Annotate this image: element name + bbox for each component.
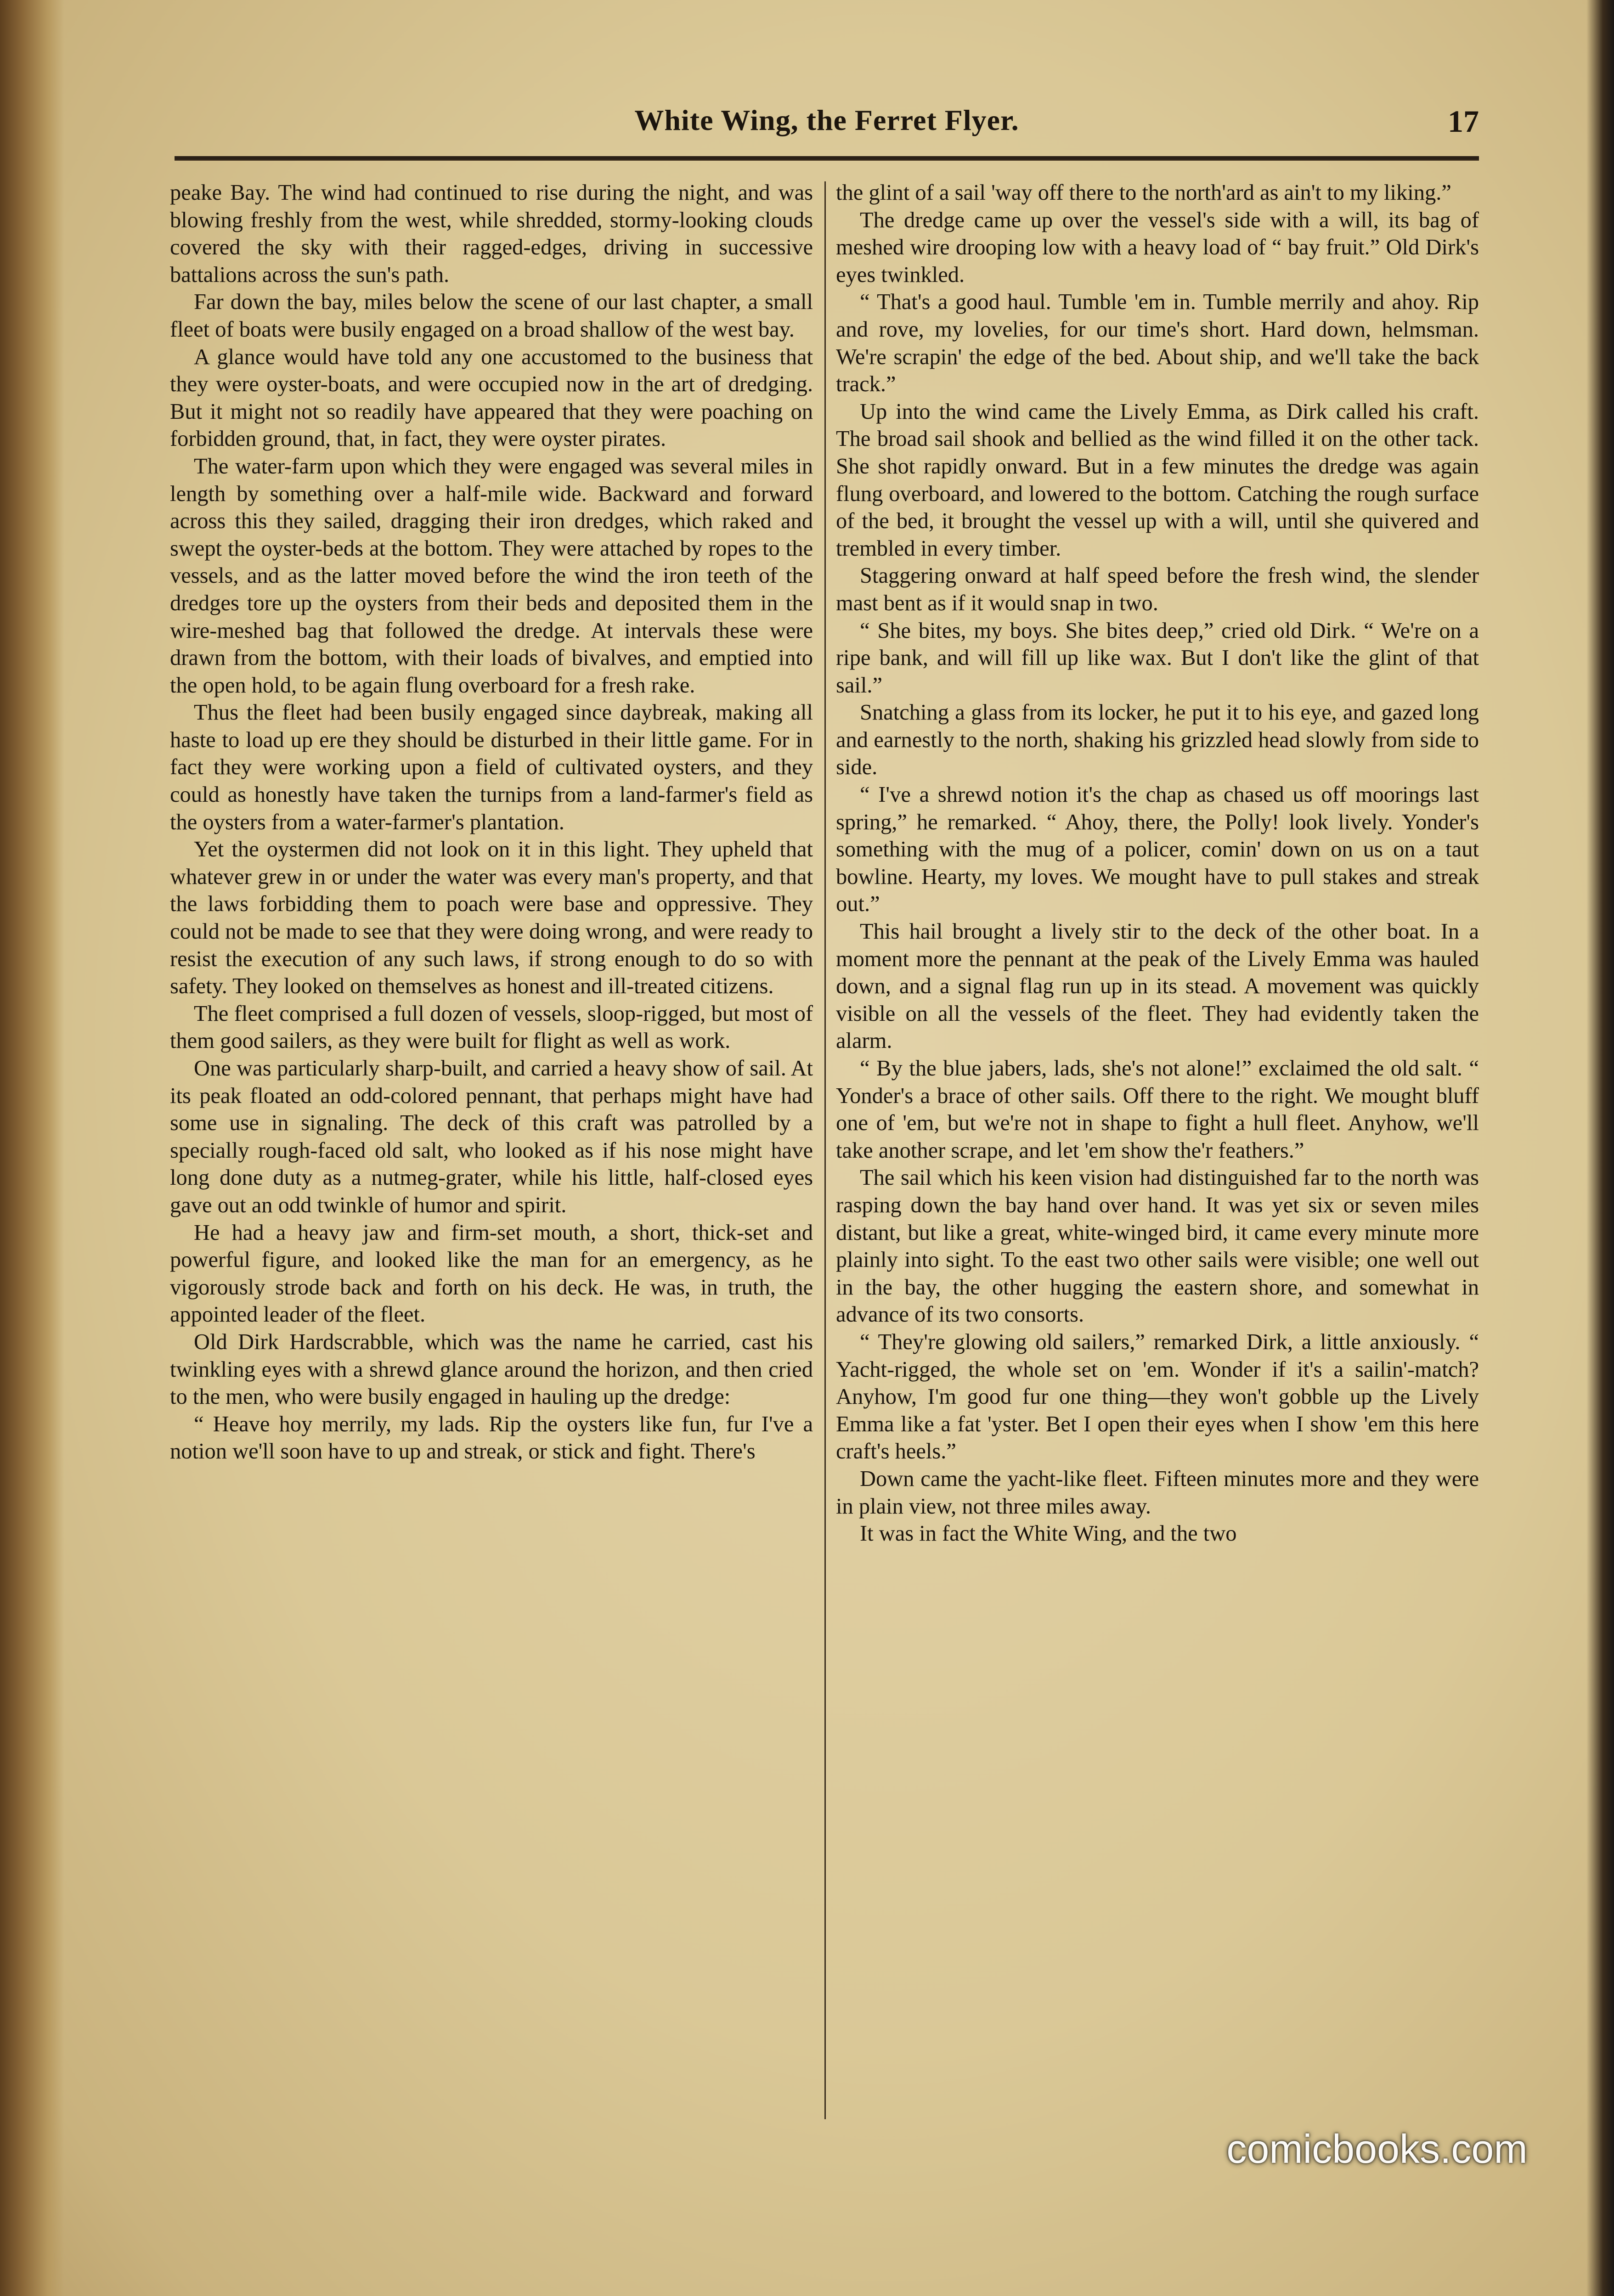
paragraph: the glint of a sail 'way off there to the north'ard as ain't to my liking.” — [836, 180, 1451, 205]
running-header — [175, 99, 1479, 149]
paragraph: Snatching a glass from its locker, he put it to his eye, and gazed long and earnestly to the north, shaking his grizzled head slowly from side to side. — [836, 700, 1479, 780]
paragraph: The fleet comprised a full dozen of vessels, sloop-rigged, but most of them good sailers, as they were built for flight as well as work. — [170, 1001, 813, 1053]
header-rule — [175, 156, 1479, 161]
paragraph: Thus the fleet had been busily engaged since daybreak, making all haste to load up ere they should be disturbed in their little game. For in fact they were working upon a field of cultivated oysters, and they could as honestly have taken the turnips from a land-farmer's field as the oysters from a water-farmer's plantation. — [170, 700, 813, 834]
paragraph: Up into the wind came the Lively Emma, as Dirk called his craft. The broad sail shook and bellied as the wind filled it on the other tack. She shot rapidly onward. But in a few minutes the dredge was again flung overboard, and lowered to the bottom. Catching the rough surface of the bed, it brought the vessel up with a will, until she quivered and trembled in every timber. — [836, 399, 1479, 561]
paragraph: It was in fact the White Wing, and the two — [860, 1521, 1237, 1546]
column-divider — [824, 181, 826, 2119]
right-column — [836, 179, 1479, 2140]
paragraph: One was particularly sharp-built, and carried a heavy show of sail. At its peak floated an odd-colored pennant, that perhaps might have had some use in signaling. The deck of this craft was patrolled by a specially rough-faced old salt, who looked as if his nose might have long done duty as a nutmeg-grater, while his little, half-closed eyes gave out an odd twinkle of humor and spirit. — [170, 1056, 813, 1217]
binding-shadow — [0, 0, 64, 2296]
left-column — [170, 179, 813, 2140]
paragraph: Down came the yacht-like fleet. Fifteen minutes more and they were in plain view, not three miles away. — [836, 1466, 1479, 1519]
paragraph: Staggering onward at half speed before the fresh wind, the slender mast bent as if it would snap in two. — [836, 563, 1479, 615]
paragraph: Yet the oystermen did not look on it in this light. They upheld that whatever grew in or under the water was every man's property, and that the laws forbidding them to poach were base and oppressive. They could not be made to see that they were doing wrong, and were ready to resist the execution of any such laws, if strong enough to do so with safety. They looked on themselves as honest and ill-treated citizens. — [170, 837, 813, 999]
page-number: 17 — [1448, 104, 1479, 139]
running-title: White Wing, the Ferret Flyer. — [634, 104, 1019, 136]
paragraph: A glance would have told any one accustomed to the business that they were oyster-boats, and were occupied now in the art of dredging. But it might not so readily have appeared that they were poaching on forbidden ground, that, in fact, they were oyster pirates. — [170, 344, 813, 451]
paragraph: “ That's a good haul. Tumble 'em in. Tumble merrily and ahoy. Rip and rove, my lovelies, for our time's short. Hard down, helmsman. We're scrapin' the edge of the bed. About ship, and we'll take the back track.” — [836, 290, 1479, 397]
paragraph: “ Heave hoy merrily, my lads. Rip the oysters like fun, fur I've a notion we'll soon have to up and streak, or stick and fight. There's — [170, 1412, 813, 1464]
paragraph: He had a heavy jaw and firm-set mouth, a short, thick-set and powerful figure, and looked like the man for an emergency, as he vigorously strode back and forth on his deck. He was, in truth, the appointed leader of the fleet. — [170, 1220, 813, 1327]
paragraph: The dredge came up over the vessel's side with a will, its bag of meshed wire drooping low with a heavy load of “ bay fruit.” Old Dirk's eyes twinkled. — [836, 208, 1479, 287]
paragraph: “ They're glowing old sailers,” remarked Dirk, a little anxiously. “ Yacht-rigged, the whole set on 'em. Wonder if it's a sailin'-match? Anyhow, I'm good fur one thing—they won't gobble up the Lively Emma like a fat 'yster. Bet I open their eyes when I show 'em this here craft's heels.” — [836, 1329, 1479, 1464]
paragraph: peake Bay. The wind had continued to rise during the night, and was blowing freshly from the west, while shredded, stormy-looking clouds covered the sky with their ragged-edges, driving in successive battalions across the sun's path. — [170, 180, 813, 287]
watermark: comicbooks.com — [1226, 2126, 1528, 2172]
paragraph: This hail brought a lively stir to the deck of the other boat. In a moment more the pennant at the peak of the Lively Emma was hauled down, and a signal flag run up in its stead. A movement was quickly visible on all the vessels of the fleet. They had evidently taken the alarm. — [836, 919, 1479, 1053]
paragraph: The sail which his keen vision had distinguished far to the north was rasping down the bay hand over hand. It was yet six or seven miles distant, but like a great, white-winged bird, it came every minute more plainly into sight. To the east two other sails were visible; one well out in the bay, the other hugging the eastern shore, and somewhat in advance of its two consorts. — [836, 1165, 1479, 1327]
page-edge-shadow — [1586, 0, 1614, 2296]
paragraph: Old Dirk Hardscrabble, which was the name he carried, cast his twinkling eyes with a shrewd glance around the horizon, and then cried to the men, who were busily engaged in hauling up the dredge: — [170, 1329, 813, 1409]
paragraph: “ I've a shrewd notion it's the chap as chased us off moorings last spring,” he remarked. “ Ahoy, there, the Polly! look lively. Yonder's something with the mug of a policer, comin' down on us on a taut bowline. Hearty, my loves. We mought have to pull stakes and streak out.” — [836, 782, 1479, 917]
paragraph: Far down the bay, miles below the scene of our last chapter, a small fleet of boats were busily engaged on a broad shallow of the west bay. — [170, 290, 813, 342]
paragraph: “ She bites, my boys. She bites deep,” cried old Dirk. “ We're on a ripe bank, and will fill up like wax. But I don't like the glint of that sail.” — [836, 618, 1479, 698]
paragraph: The water-farm upon which they were engaged was several miles in length by something over a half-mile wide. Backward and forward across this they sailed, dragging their iron dredges, which raked and swept the oyster-beds at the bottom. They were attached by ropes to the vessels, and as the latter moved before the wind the iron teeth of the dredges tore up the oysters from their beds and deposited them in the wire-meshed bag that followed the dredge. At intervals these were drawn from the bottom, with their loads of bivalves, and emptied into the open hold, to be again flung overboard for a fresh rake. — [170, 454, 813, 698]
paragraph: “ By the blue jabers, lads, she's not alone!” exclaimed the old salt. “ Yonder's a brace of other sails. Off there to the right. We mought bluff one of 'em, but we're not in shape to fight a hull fleet. Anyhow, we'll take another scrape, and let 'em show the'r feathers.” — [836, 1056, 1479, 1163]
